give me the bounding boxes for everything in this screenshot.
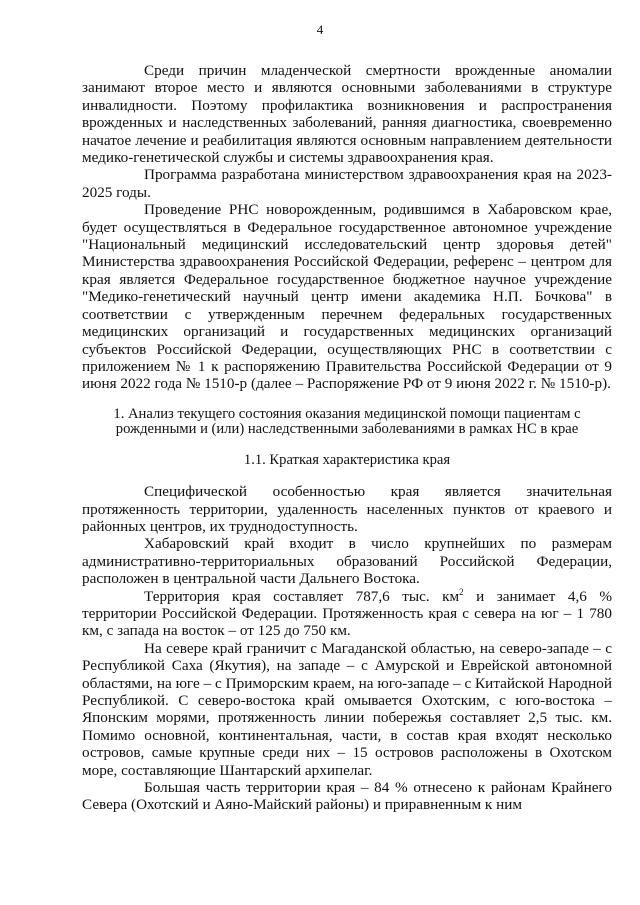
paragraph-area <box>82 588 612 640</box>
paragraph-screening: Проведение РНС новорожденным, родившимся в Хабаровском крае, будет осуществляться в Федеральное государственное автономное учреждение "Национальный медицинский исследовательский центр здоровья детей" Министерства здравоохранения Российской Федерации, референс – центром для края является Федеральное государственное бюджетное научное учреждение "Медико-генетический научный центр имени академика Н.П. Бочкова" в соответствии с утвержденным перечнем федеральных государственных медицинских организаций и государственных медицинских организаций субъектов Российской Федерации, осуществляющих РНС в соответствии с приложением № 1 к распоряжению Правительства Российской Федерации от 9 июня 2022 года № 1510-р (далее – Распоряжение РФ от 9 июня 2022 г. № 1510-р). <box>82 201 612 393</box>
page-number: 4 <box>316 22 324 37</box>
subsection-heading: 1.1. Краткая характеристика края <box>243 451 451 468</box>
paragraph-region-size: Хабаровский край входит в число крупнейших по размерам административно-территориальных образований Российской Федерации, расположен в центральной части Дальнего Востока. <box>82 535 612 588</box>
paragraph-program-period: Программа разработана министерством здравоохранения края на 2023-2025 годы. <box>82 166 612 201</box>
section-heading: 1. Анализ текущего состояния оказания медицинской помощи пациентам с рожденными и (или) наследственными заболеваниями в рамках НС в крае <box>113 405 581 438</box>
area-text-before: Территория края составляет 787,6 тыс. км <box>144 587 460 605</box>
paragraph-borders: На севере край граничит с Магаданской областью, на северо-западе – с Республикой Саха (Якутия), на западе – с Амурской и Еврейской автономной областями, на юге – с Приморским краем, на юго-западе – с Китайской Народной Республикой. С северо-востока край омывается Охотским, с юго-востока – Японским морями, протяженность линии побережья составляет 2,5 тыс. км. Помимо основной, континентальная, части, в состав края входят несколько островов, самые крупные среди них – 15 островов расположены в Охотском море, составляющие Шантарский архипелаг. <box>82 639 612 779</box>
paragraph-anomalies: Среди причин младенческой смертности врожденные аномалии занимают второе место и являются основными заболеваниями в структуре инвалидности. Поэтому профилактика возникновения и распространения врожденных и наследственных заболеваний, ранняя диагностика, своевременно начатое лечение и реабилитация являются основным направлением деятельности медико-генетической службы и системы здравоохранения края. <box>82 62 612 167</box>
area-superscript: 2 <box>459 586 464 597</box>
paragraph-territory-features: Специфической особенностью края является значительная протяженность территории, удаленность населенных пунктов от краевого и районных центров, их труднодоступность. <box>82 483 612 535</box>
document-body <box>82 62 612 814</box>
paragraph-far-north: Большая часть территории края – 84 % отнесено к районам Крайнего Севера (Охотский и Аяно-Майский районы) и приравненным к ним <box>82 779 612 814</box>
area-text-after: и занимает 4,6 % территории Российской Федерации. Протяженность края с севера на юг – 1 780 км, с запада на восток – от 125 до 750 км. <box>82 587 612 640</box>
